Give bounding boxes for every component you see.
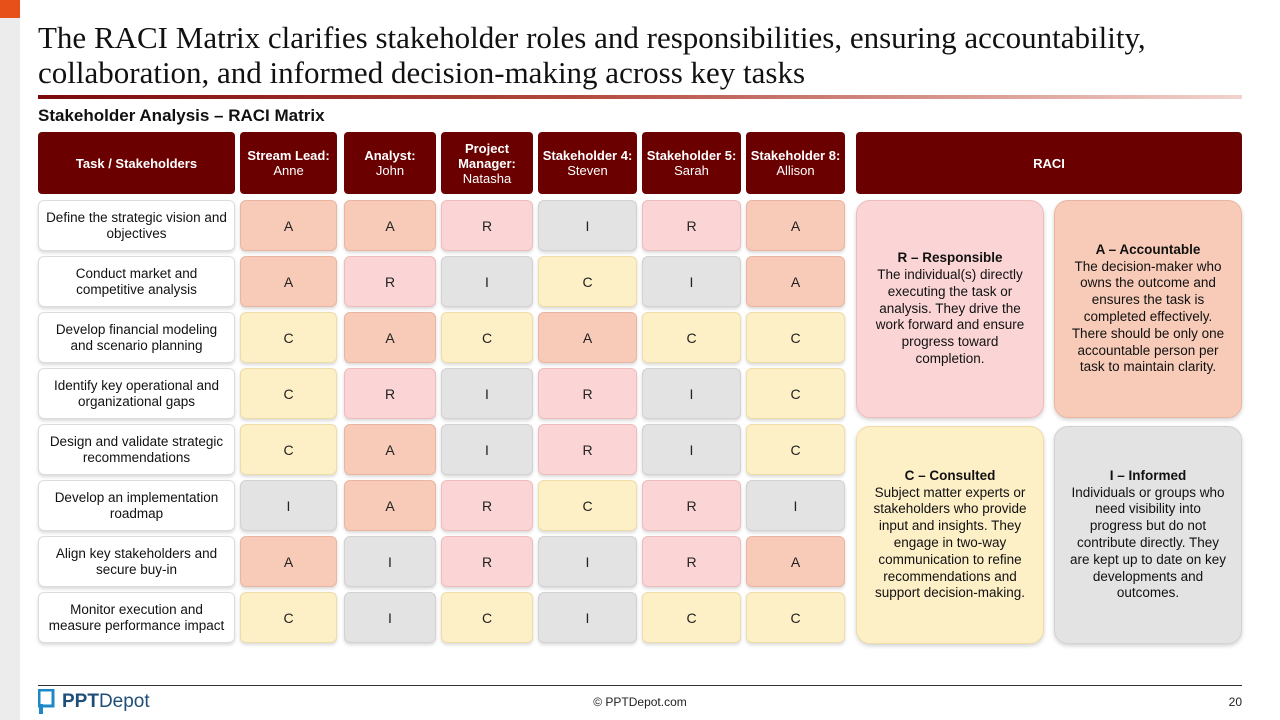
raci-cell: I bbox=[642, 424, 741, 475]
legend-title: I – Informed bbox=[1109, 467, 1187, 483]
legend-card-responsible bbox=[856, 200, 1044, 418]
task-label: Identify key operational and organizational gaps bbox=[38, 368, 235, 419]
stakeholder-name: Anne bbox=[273, 163, 304, 178]
legend-text: The decision-maker who owns the outcome and ensures the task is completed effectively. There should be only one accountable person per task to maintain clarity. bbox=[1071, 258, 1225, 375]
raci-cell: A bbox=[240, 200, 337, 251]
raci-cell: A bbox=[240, 256, 337, 307]
task-label: Align key stakeholders and secure buy-in bbox=[38, 536, 235, 587]
raci-cell: I bbox=[344, 536, 436, 587]
raci-cell: C bbox=[240, 368, 337, 419]
header-stakeholder bbox=[746, 132, 845, 194]
raci-cell: C bbox=[746, 312, 845, 363]
raci-cell: I bbox=[642, 368, 741, 419]
legend-title: R – Responsible bbox=[897, 250, 1003, 266]
copyright: © PPTDepot.com bbox=[593, 695, 687, 709]
raci-cell: R bbox=[642, 200, 741, 251]
header-stakeholder bbox=[538, 132, 637, 194]
raci-cell: R bbox=[344, 256, 436, 307]
raci-cell: C bbox=[538, 256, 637, 307]
task-label: Develop financial modeling and scenario planning bbox=[38, 312, 235, 363]
raci-cell: I bbox=[441, 424, 533, 475]
raci-cell: C bbox=[642, 592, 741, 643]
stakeholder-name: Steven bbox=[567, 163, 608, 178]
raci-cell: C bbox=[240, 592, 337, 643]
legend-title: C – Consulted bbox=[904, 467, 996, 483]
raci-cell: C bbox=[240, 424, 337, 475]
raci-cell: A bbox=[344, 200, 436, 251]
raci-cell: I bbox=[538, 536, 637, 587]
raci-cell: R bbox=[441, 480, 533, 531]
raci-cell: A bbox=[538, 312, 637, 363]
raci-cell: A bbox=[746, 256, 845, 307]
raci-cell: I bbox=[642, 256, 741, 307]
raci-cell: R bbox=[441, 200, 533, 251]
raci-cell: A bbox=[344, 480, 436, 531]
legend-text: Individuals or groups who need visibility into progress but do not contribute directly. They are kept up to date on key developments and outcomes. bbox=[1069, 484, 1227, 601]
stakeholder-role: Stakeholder 8: bbox=[750, 148, 841, 163]
stakeholder-role: Stakeholder 4: bbox=[542, 148, 633, 163]
raci-cell: C bbox=[441, 312, 533, 363]
header-stakeholder bbox=[344, 132, 436, 194]
left-strip bbox=[0, 0, 20, 720]
logo-text-light: Depot bbox=[98, 691, 150, 712]
stakeholder-role: Stream Lead: bbox=[247, 148, 330, 163]
task-label: Design and validate strategic recommendations bbox=[38, 424, 235, 475]
stakeholder-name: John bbox=[375, 163, 405, 178]
raci-cell: I bbox=[240, 480, 337, 531]
raci-cell: A bbox=[746, 536, 845, 587]
raci-cell: C bbox=[746, 424, 845, 475]
stakeholder-name: Natasha bbox=[462, 170, 512, 186]
legend-text: Subject matter experts or stakeholders who provide input and insights. They engage in two-way communication to refine recommendations and support decision-making. bbox=[873, 484, 1027, 601]
header-task-stakeholders: Task / Stakeholders bbox=[38, 132, 235, 194]
legend-title: A – Accountable bbox=[1095, 241, 1201, 257]
raci-cell: I bbox=[441, 256, 533, 307]
raci-cell: I bbox=[344, 592, 436, 643]
raci-cell: C bbox=[538, 480, 637, 531]
section-subtitle: Stakeholder Analysis – RACI Matrix bbox=[38, 106, 325, 125]
stakeholder-role: Stakeholder 5: bbox=[646, 148, 737, 163]
legend-card-consulted bbox=[856, 426, 1044, 644]
raci-cell: R bbox=[642, 480, 741, 531]
raci-cell: I bbox=[746, 480, 845, 531]
raci-cell: C bbox=[746, 592, 845, 643]
raci-cell: I bbox=[441, 368, 533, 419]
task-label: Monitor execution and measure performance impact bbox=[38, 592, 235, 643]
stakeholder-role: Project Manager: bbox=[458, 140, 516, 171]
task-label: Develop an implementation roadmap bbox=[38, 480, 235, 531]
task-label: Conduct market and competitive analysis bbox=[38, 256, 235, 307]
legend-card-informed bbox=[1054, 426, 1242, 644]
legend-card-accountable bbox=[1054, 200, 1242, 418]
raci-cell: A bbox=[240, 536, 337, 587]
title-divider bbox=[38, 95, 1242, 99]
corner-accent bbox=[0, 0, 20, 18]
raci-cell: C bbox=[642, 312, 741, 363]
stakeholder-name: Sarah bbox=[674, 163, 709, 178]
raci-cell: I bbox=[538, 200, 637, 251]
header-raci: RACI bbox=[856, 132, 1242, 194]
raci-cell: A bbox=[746, 200, 845, 251]
legend-text: The individual(s) directly executing the task or analysis. They drive the work forward and ensure progress toward completion. bbox=[875, 267, 1025, 366]
raci-cell: R bbox=[642, 536, 741, 587]
page-number: 20 bbox=[1228, 695, 1242, 709]
header-stakeholder bbox=[240, 132, 337, 194]
header-stakeholder bbox=[441, 132, 533, 194]
logo bbox=[38, 689, 150, 715]
header-stakeholder bbox=[642, 132, 741, 194]
raci-cell: A bbox=[344, 312, 436, 363]
raci-cell: R bbox=[538, 368, 637, 419]
raci-cell: C bbox=[441, 592, 533, 643]
raci-cell: C bbox=[240, 312, 337, 363]
raci-cell: R bbox=[441, 536, 533, 587]
stakeholder-name: Allison bbox=[776, 163, 815, 178]
raci-cell: R bbox=[344, 368, 436, 419]
stakeholder-role: Analyst: bbox=[364, 148, 416, 163]
footer-divider bbox=[38, 685, 1242, 686]
page-title: The RACI Matrix clarifies stakeholder roles and responsibilities, ensuring accountability, collaboration, and informed decision-making across key tasks bbox=[38, 20, 1146, 90]
task-label: Define the strategic vision and objectives bbox=[38, 200, 235, 251]
raci-cell: I bbox=[538, 592, 637, 643]
raci-cell: A bbox=[344, 424, 436, 475]
raci-cell: C bbox=[746, 368, 845, 419]
raci-cell: R bbox=[538, 424, 637, 475]
pptdepot-logo-icon bbox=[38, 689, 56, 715]
logo-text-bold: PPT bbox=[62, 691, 99, 712]
